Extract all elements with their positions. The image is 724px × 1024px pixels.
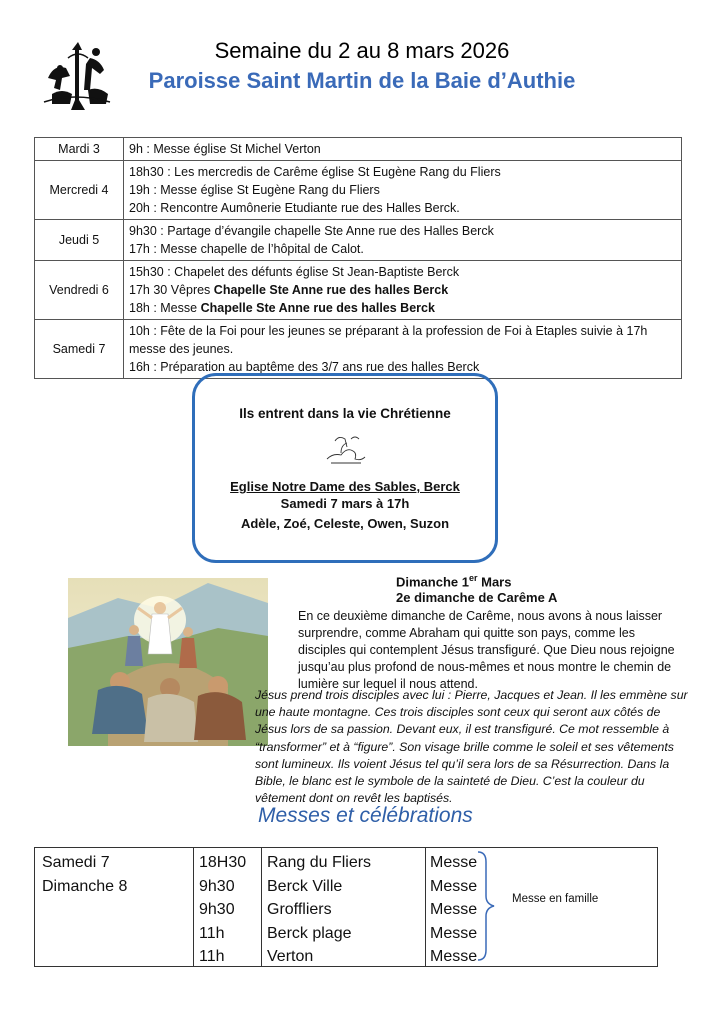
masses-days-column xyxy=(35,848,193,966)
schedule-day: Mardi 3 xyxy=(35,138,124,161)
schedule-events xyxy=(124,261,682,320)
schedule-day: Mercredi 4 xyxy=(35,161,124,220)
mass-type: Messe xyxy=(430,924,478,942)
schedule-events xyxy=(124,161,682,220)
schedule-row xyxy=(35,320,682,379)
schedule-day: Vendredi 6 xyxy=(35,261,124,320)
sunday-subtitle: 2e dimanche de Carême A xyxy=(396,590,558,605)
schedule-event xyxy=(129,140,676,158)
mass-time: 9h30 xyxy=(199,901,235,918)
schedule-event-text: 15h30 : Chapelet des défunts église St Jean-Baptiste Berck xyxy=(129,265,460,279)
baptism-heading: Ils entrent dans la vie Chrétienne xyxy=(239,406,451,421)
schedule-row xyxy=(35,138,682,161)
schedule-event-text: 10h : Fête de la Foi pour les jeunes se préparant à la profession de Foi à Etaples suivie à 17h messe des jeunes. xyxy=(129,324,648,356)
schedule-event-text: 18h : Messe xyxy=(129,301,201,315)
transfiguration-illustration xyxy=(68,578,268,746)
schedule-day: Jeudi 5 xyxy=(35,220,124,261)
schedule-event-location: Chapelle Ste Anne rue des halles Berck xyxy=(213,283,449,297)
schedule-event-text: 16h : Préparation au baptême des 3/7 ans rue des halles Berck xyxy=(129,360,480,374)
schedule-row xyxy=(35,161,682,220)
schedule-event xyxy=(129,222,676,240)
schedule-event-text: 19h : Messe église St Eugène Rang du Fliers xyxy=(129,183,380,197)
schedule-event xyxy=(129,240,676,258)
mass-day: Dimanche 8 xyxy=(42,877,128,895)
mass-place: Berck plage xyxy=(267,924,352,942)
weekly-schedule-table xyxy=(34,137,682,379)
mass-place: Verton xyxy=(267,948,314,965)
right-brace-icon xyxy=(476,850,496,962)
masses-types-column xyxy=(425,848,659,966)
schedule-events xyxy=(124,320,682,379)
schedule-event-text: 17h : Messe chapelle de l’hôpital de Calot. xyxy=(129,242,364,256)
mass-place: Rang du Fliers xyxy=(267,854,372,871)
mass-type: Messe xyxy=(430,877,478,895)
mass-type: Messe xyxy=(430,901,478,918)
schedule-event-text: 20h : Rencontre Aumônerie Etudiante rue des Halles Berck. xyxy=(129,201,460,215)
schedule-event-text: 9h : Messe église St Michel Verton xyxy=(129,142,321,156)
mass-time: 11h xyxy=(199,924,225,942)
schedule-event-text: 9h30 : Partage d’évangile chapelle Ste Anne rue des Halles Berck xyxy=(129,224,494,238)
mass-day: Samedi 7 xyxy=(42,854,110,871)
page-title: Semaine du 2 au 8 mars 2026 xyxy=(214,38,510,63)
baptism-announcement-box xyxy=(192,373,498,563)
schedule-event xyxy=(129,199,676,217)
baptism-names: Adèle, Zoé, Celeste, Owen, Suzon xyxy=(240,516,450,531)
schedule-event xyxy=(129,322,676,358)
masses-table xyxy=(34,847,658,967)
masses-places-column xyxy=(261,848,425,966)
schedule-event-text: 18h30 : Les mercredis de Carême église St Eugène Rang du Fliers xyxy=(129,165,501,179)
schedule-event xyxy=(129,163,676,181)
schedule-events xyxy=(124,220,682,261)
schedule-row xyxy=(35,261,682,320)
mass-time: 9h30 xyxy=(199,877,235,895)
mass-type: Messe xyxy=(430,854,478,871)
schedule-event-location: Chapelle Ste Anne rue des halles Berck xyxy=(200,301,435,315)
schedule-day: Samedi 7 xyxy=(35,320,124,379)
mass-time: 18H30 xyxy=(199,854,247,871)
schedule-events xyxy=(124,138,682,161)
baptism-church: Eglise Notre Dame des Sables, Berck xyxy=(230,479,460,494)
mass-time: 11h xyxy=(199,948,225,965)
mass-place: Groffliers xyxy=(267,901,332,918)
schedule-event-text: 17h 30 Vêpres xyxy=(129,283,214,297)
sunday-intro: En ce deuxième dimanche de Carême, nous avons à nous laisser surprendre, comme Abraham qui quitte son pays, comme les disciples qui contemplent Jésus transfiguré. Que Dieu nous rejoigne jusqu’au plus profond de nous-mêmes et nous montre le chemin de lumière sur lequel il nous attend. xyxy=(298,609,675,691)
parish-name: Paroisse Saint Martin de la Baie d’Authie xyxy=(148,68,576,93)
mass-type: Messe xyxy=(430,948,478,965)
schedule-event xyxy=(129,281,676,299)
baptism-illustration-icon xyxy=(321,429,369,469)
baptism-date: Samedi 7 mars à 17h xyxy=(280,496,410,511)
schedule-event xyxy=(129,263,676,281)
schedule-event xyxy=(129,181,676,199)
masses-times-column xyxy=(193,848,261,966)
mass-place: Berck Ville xyxy=(267,877,343,895)
gospel-summary: Jésus prend trois disciples avec lui : Pierre, Jacques et Jean. Il les emmène sur une haute montagne. Ces trois disciples sont ceux qui seront aux côtés de Jésus lors de sa passion. Devant eux, il est transfiguré. Ce mot ressemble à “transformer” et à “figure”. Son visage brille comme le soleil et ses vêtements sont lumineux. Ils voient Jésus tel qu’il sera lors de sa Résurrection. Dans la Bible, le blanc est le symbole de la sainteté de Dieu. C’est la couleur du vêtement dont on revêt les baptisés. xyxy=(255,688,688,806)
schedule-event xyxy=(129,299,676,317)
family-mass-note: Messe en famille xyxy=(512,893,599,905)
sunday-title: Dimanche 1er Mars xyxy=(396,573,512,590)
schedule-row xyxy=(35,220,682,261)
masses-heading: Messes et célébrations xyxy=(258,804,473,827)
